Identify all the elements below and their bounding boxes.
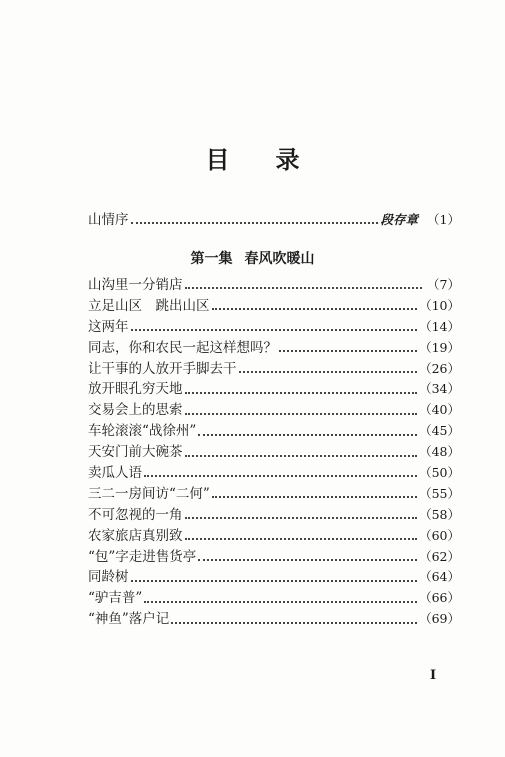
toc-entry-page: （60） [419, 527, 460, 543]
toc-entry-page: （69） [419, 611, 460, 627]
toc-entry-page: （48） [419, 444, 460, 460]
dot-leader [144, 601, 417, 603]
page-folio: I [430, 668, 437, 683]
dot-leader [144, 475, 417, 477]
toc-entry [88, 442, 460, 463]
dot-leader [198, 559, 417, 561]
dot-leader [171, 622, 417, 624]
toc-entry-title: 放开眼孔穷天地 [88, 381, 183, 398]
dot-leader [131, 580, 418, 582]
toc-entry-title: 让干事的人放开手脚去干 [88, 360, 237, 377]
toc-entry [88, 421, 460, 442]
toc-entry-page: （50） [419, 465, 460, 481]
preface-page: （1） [427, 212, 460, 227]
toc-entry [88, 359, 460, 380]
toc-entry [88, 547, 460, 568]
dot-leader [279, 350, 417, 352]
toc-entry-page: （64） [419, 569, 460, 585]
dot-leader [198, 434, 417, 436]
toc-entry-title: 立足山区 跳出山区 [88, 297, 210, 314]
toc-entry-title: 交易会上的思索 [88, 402, 183, 419]
section-name: 春风吹暖山 [244, 251, 315, 267]
toc-entry-title: 天安门前大碗茶 [88, 444, 183, 461]
toc-entry-title: “包”字走进售货亭 [88, 548, 197, 565]
preface-label: 山情序 [88, 212, 129, 228]
toc-entry-page: （19） [419, 339, 460, 355]
section-heading [0, 248, 505, 268]
dot-leader [212, 308, 418, 310]
toc-entry-page: （40） [419, 402, 460, 418]
toc-entry [88, 296, 460, 317]
toc-entry-title: 同志，你和农民一起这样想吗？ [88, 339, 277, 356]
toc-entry [88, 317, 460, 338]
toc-entry-page: （66） [419, 590, 460, 606]
toc-entry-page: （55） [419, 485, 460, 501]
dot-leader [185, 538, 418, 540]
toc-entry-title: “驴吉普” [88, 590, 143, 607]
toc-entry-title: 不可忽视的一角 [88, 506, 183, 523]
dot-leader [185, 455, 418, 457]
section-part: 第一集 [190, 251, 233, 267]
preface-author: 段存章 [380, 212, 418, 227]
toc-entry [88, 567, 460, 588]
toc-entry-title: “神鱼”落户记 [88, 611, 170, 628]
toc-entry [88, 400, 460, 421]
toc-entry-page: （45） [419, 423, 460, 439]
toc-entry-title: 这两年 [88, 318, 129, 335]
toc-entry [88, 463, 460, 484]
dot-leader [239, 371, 418, 373]
dot-leader [131, 329, 418, 331]
toc-entry [88, 609, 460, 630]
toc-entry-page: （14） [419, 318, 460, 334]
toc-entry [88, 526, 460, 547]
dot-leader [185, 392, 418, 394]
toc-entry-page: （34） [419, 381, 460, 397]
toc-entry-page: （62） [419, 548, 460, 564]
toc-entry-page: （26） [419, 360, 460, 376]
dot-leader [185, 413, 418, 415]
toc-entry-page: （58） [419, 506, 460, 522]
toc-entry-page: （7） [427, 277, 460, 292]
toc-list [88, 275, 460, 630]
preface-entry [88, 210, 460, 231]
toc-entry [88, 484, 460, 505]
toc-entry-title: 山沟里一分销店 [88, 277, 183, 293]
toc-entry [88, 338, 460, 359]
dot-leader [185, 287, 423, 289]
toc-entry-title: 三二一房间访“二何” [88, 485, 210, 502]
toc-entry-title: 农家旅店真别致 [88, 527, 183, 544]
toc-entry [88, 275, 460, 296]
toc-entry-page: （10） [419, 297, 460, 313]
toc-entry [88, 505, 460, 526]
page-title: 目录 [205, 145, 346, 174]
dot-leader [185, 517, 418, 519]
toc-entry-title: 同龄树 [88, 569, 129, 586]
toc-entry-title: 车轮滚滚“战徐州” [88, 423, 197, 440]
dot-leader [212, 496, 417, 498]
toc-entry [88, 379, 460, 400]
toc-entry [88, 588, 460, 609]
toc-entry-title: 卖瓜人语 [88, 465, 142, 482]
dot-leader [131, 222, 379, 224]
